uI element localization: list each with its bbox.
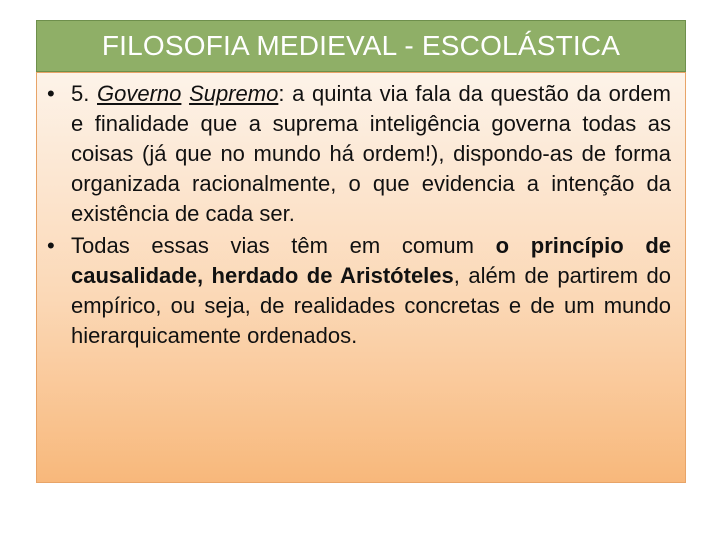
- bullet-text: : a quinta via fala da questão da ordem e finalidade que a suprema inteligência governa todas as coisas (já que no mundo há ordem!), dispondo-as de forma organizada racionalmente, o que evidencia a intenção da existência de cada ser.: [71, 81, 671, 226]
- bullet-item-causalidade: [45, 231, 671, 351]
- bullet-icon: •: [47, 81, 55, 106]
- bold-phrase-causalidade: o princípio de causalidade, herdado de Aristóteles: [71, 233, 671, 288]
- content-box: [36, 72, 686, 483]
- title-bar: [36, 20, 686, 72]
- bullet-list: [45, 79, 671, 351]
- underlined-term-governo: Governo: [97, 81, 182, 106]
- bullet-number: 5.: [71, 81, 90, 106]
- slide-title: FILOSOFIA MEDIEVAL - ESCOLÁSTICA: [101, 30, 621, 61]
- bullet-icon: •: [47, 233, 55, 258]
- bullet-text-end: , além de partirem do empírico, ou seja, de realidades concretas e de um mundo hierarquicamente ordenados.: [71, 263, 671, 348]
- bullet-item-governo-supremo: [45, 79, 671, 229]
- bullet-text-start: Todas essas vias têm em comum: [71, 233, 496, 258]
- underlined-term-supremo: Supremo: [189, 81, 279, 106]
